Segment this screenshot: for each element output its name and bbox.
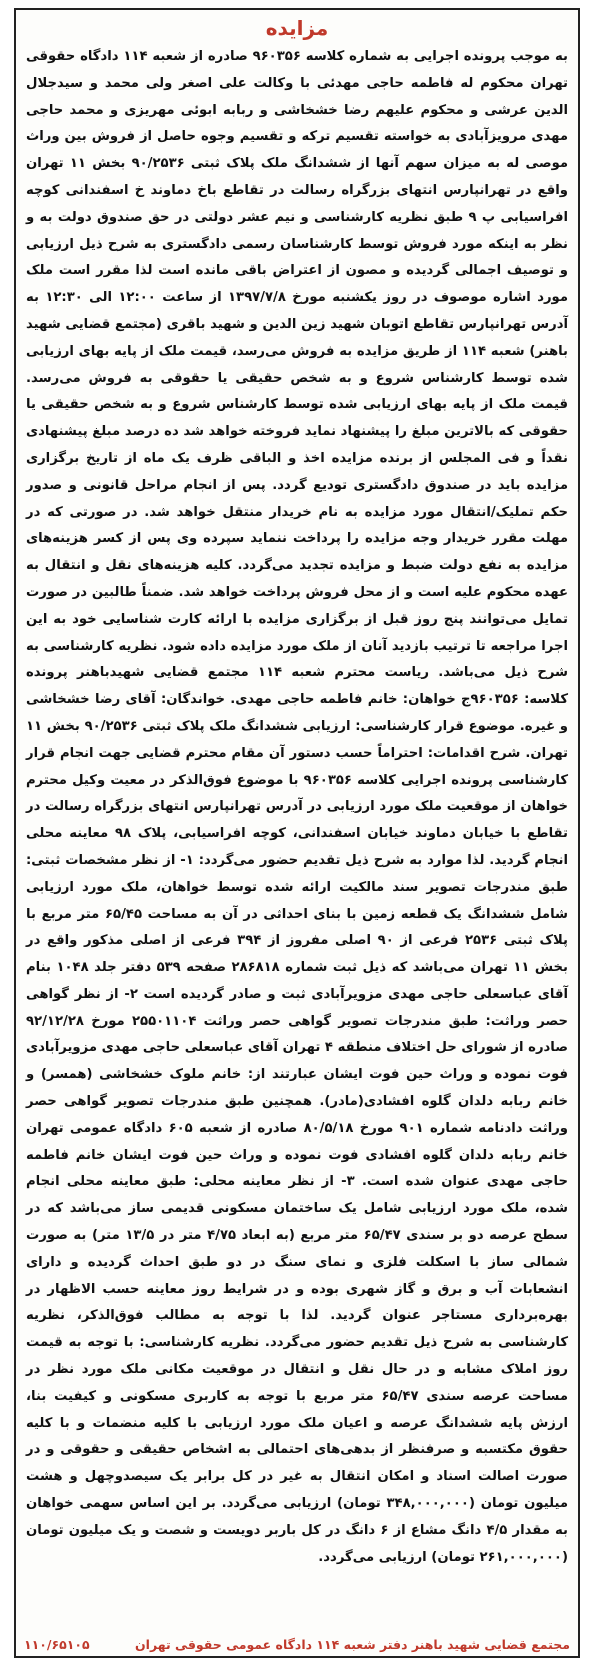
auction-notice xyxy=(14,8,580,1658)
footer-code: ۱۱۰/۶۵۱۰۵ xyxy=(24,1637,90,1652)
notice-paragraph: به موجب پرونده اجرایی به شماره کلاسه ۹۶۰۳۵۶ صادره از شعبه ۱۱۴ دادگاه حقوقی تهران محکوم له فاطمه حاجی مهدئی با وکالت علی اصغر ولی محمد و سیدجلال الدین عرشی و محکوم علیهم رضا خشخاشی و ربابه ابوئی مهریزی و محمد حاجی مهدی مرویزآبادی به خواسته تقسیم ترکه و تقسیم وجوه حاصل از فروش بین وراث موصی له به میزان سهم آنها از ششدانگ ملک پلاک ثبتی ۹۰/۲۵۳۶ بخش ۱۱ تهران واقع در تهرانپارس انتهای بزرگراه رسالت در تقاطع باخ دماوند خ اسفندانی کوچه افراسیابی پ ۹ طبق نظریه کارشناسی و نیم عشر دولتی در حق صندوق دولت به و نظر به اینکه مورد فروش توسط کارشناسان رسمی دادگستری به شرح ذیل ارزیابی و توصیف اجمالی گردیده و مصون از اعتراض باقی مانده است لذا مقرر است ملک مورد اشاره موصوف در روز یکشنبه مورخ ۱۳۹۷/۷/۸ از ساعت ۱۲:۰۰ الی ۱۲:۳۰ به آدرس تهرانپارس تقاطع اتوبان شهید زین الدین و شهید باقری (مجتمع قضایی شهید باهنر) شعبه ۱۱۴ از طریق مزایده به فروش می‌رسد، قیمت ملک از پایه بهای ارزیابی شده توسط کارشناس شروع و به شخص حقیقی یا حقوقی به فروش می‌رسد. قیمت ملک از پایه بهای ارزیابی شده توسط کارشناس شروع و به شخص حقیقی یا حقوقی که بالاترین مبلغ را پیشنهاد نماید فروخته خواهد شد ده درصد مبلغ پیشنهادی نقداً و فی المجلس از برنده مزایده اخذ و الباقی ظرف یک ماه از تاریخ برگزاری مزایده باید در صندوق دادگستری تودیع گردد. پس از انجام مراحل قانونی و صدور حکم تملیک/انتقال مورد مزایده به نام خریدار منتقل خواهد شد. در صورتی که در مهلت مقرر خریدار وجه مزایده را پرداخت ننماید سپرده وی پس از کسر هزینه‌های مزایده به نفع دولت ضبط و مزایده تجدید می‌گردد. کلیه هزینه‌های نقل و انتقال به عهده محکوم علیه است و از محل فروش پرداخت خواهد شد. ضمناً طالبین در صورت تمایل می‌توانند پنج روز قبل از برگزاری مزایده با ارائه کارت شناسایی خود به این اجرا مراجعه تا ترتیب بازدید آنان از ملک مورد مزایده داده شود. نظریه کارشناسی به شرح ذیل می‌باشد. ریاست محترم شعبه ۱۱۴ مجتمع قضایی شهیدباهنر پرونده کلاسه: ۹۶۰۳۵۶ج خواهان: خانم فاطمه حاجی مهدی. خواندگان: آقای رضا خشخاشی و غیره. موضوع قرار کارشناسی: ارزیابی ششدانگ ملک پلاک ثبتی ۹۰/۲۵۳۶ بخش ۱۱ تهران. شرح اقدامات: احتراماً حسب دستور آن مقام محترم قضایی جهت انجام قرار کارشناسی پرونده اجرایی کلاسه ۹۶۰۳۵۶ با موضوع فوق‌الذکر در معیت وکیل محترم خواهان از موقعیت ملک مورد ارزیابی در آدرس تهرانپارس انتهای بزرگراه رسالت در تقاطع با خیابان دماوند خیابان اسفندانی، کوچه افراسیابی، پلاک ۹۸ معاینه محلی انجام گردید. لذا موارد به شرح ذیل تقدیم حضور می‌گردد: ۱- از نظر مشخصات ثبتی: طبق مندرجات تصویر سند مالکیت ارائه شده توسط خواهان، ملک مورد ارزیابی شامل ششدانگ یک قطعه زمین با بنای احداثی در آن به مساحت ۶۵/۴۵ متر مربع با پلاک ثبتی ۲۵۳۶ فرعی از ۹۰ اصلی مفروز از ۳۹۴ فرعی از اصلی مذکور واقع در بخش ۱۱ تهران می‌باشد که ذیل ثبت شماره ۲۸۶۸۱۸ صفحه ۵۳۹ دفتر جلد ۱۰۴۸ بنام آقای عباسعلی حاجی مهدی مزویرآبادی ثبت و صادر گردیده است ۲- از نظر گواهی حصر وراثت: طبق مندرجات تصویر گواهی حصر وراثت ۲۵۵۰۱۱۰۴ مورخ ۹۲/۱۲/۲۸ صادره از شورای حل اختلاف منطقه ۴ تهران آقای عباسعلی حاجی مهدی مزویرآبادی فوت نموده و وراث حین فوت ایشان عبارتند از: خانم ملوک خشخاشی (همسر) و خانم ربابه دلدان گلوه افشادی(مادر). همچنین طبق مندرجات تصویر گواهی حصر وراثت دادنامه شماره ۹۰۱ مورخ ۸۰/۵/۱۸ صادره از شعبه ۶۰۵ دادگاه عمومی تهران خانم ربابه دلدان گلوه افشادی فوت نموده و وراث حین فوت ایشان خانم فاطمه حاجی مهدی عنوان شده است. ۳- از نظر معاینه محلی: طبق معاینه محلی انجام شده، ملک مورد ارزیابی شامل یک ساختمان مسکونی قدیمی ساز می‌باشد که در سطح عرصه دو بر سندی ۶۵/۴۷ متر مربع (به ابعاد ۴/۷۵ متر در ۱۳/۵ متر) به صورت شمالی ساز با اسکلت فلزی و نمای سنگ در دو طبق احداث گردیده و دارای انشعابات آب و برق و گاز شهری بوده و در شرایط روز معاینه حسب الاظهار در بهره‌برداری مستاجر عنوان گردید. لذا با توجه به مطالب فوق‌الذکر، نظریه کارشناسی به شرح ذیل تقدیم حضور می‌گردد. نظریه کارشناسی: با توجه به قیمت روز املاک مشابه و در حال نقل و انتقال در موقعیت مکانی ملک مورد نظر در مساحت عرصه سندی ۶۵/۴۷ متر مربع با توجه به کاربری مسکونی و کیفیت بنا، ارزش پایه ششدانگ عرصه و اعیان ملک مورد ارزیابی با کلیه منضمات و با کلیه حقوق مکتسبه و صرفنظر از بدهی‌های احتمالی به اشخاص حقیقی و حقوقی و در صورت اصالت اسناد و امکان انتقال به غیر در کل برابر یک سیصدوچهل و هشت میلیون تومان (۳۴۸,۰۰۰,۰۰۰ تومان) ارزیابی می‌گردد. بر این اساس سهمی خواهان به مقدار ۴/۵ دانگ مشاع از ۶ دانگ در کل باربر دویست و شصت و یک میلیون تومان (۲۶۱,۰۰۰,۰۰۰ تومان) ارزیابی می‌گردد. xyxy=(26,49,569,1565)
notice-footer xyxy=(24,1637,570,1652)
footer-office: مجتمع قضایی شهید باهنر دفتر شعبه ۱۱۴ دادگاه عمومی حقوقی تهران xyxy=(135,1637,570,1652)
notice-title: مزایده xyxy=(265,16,329,40)
notice-body xyxy=(16,44,578,1571)
